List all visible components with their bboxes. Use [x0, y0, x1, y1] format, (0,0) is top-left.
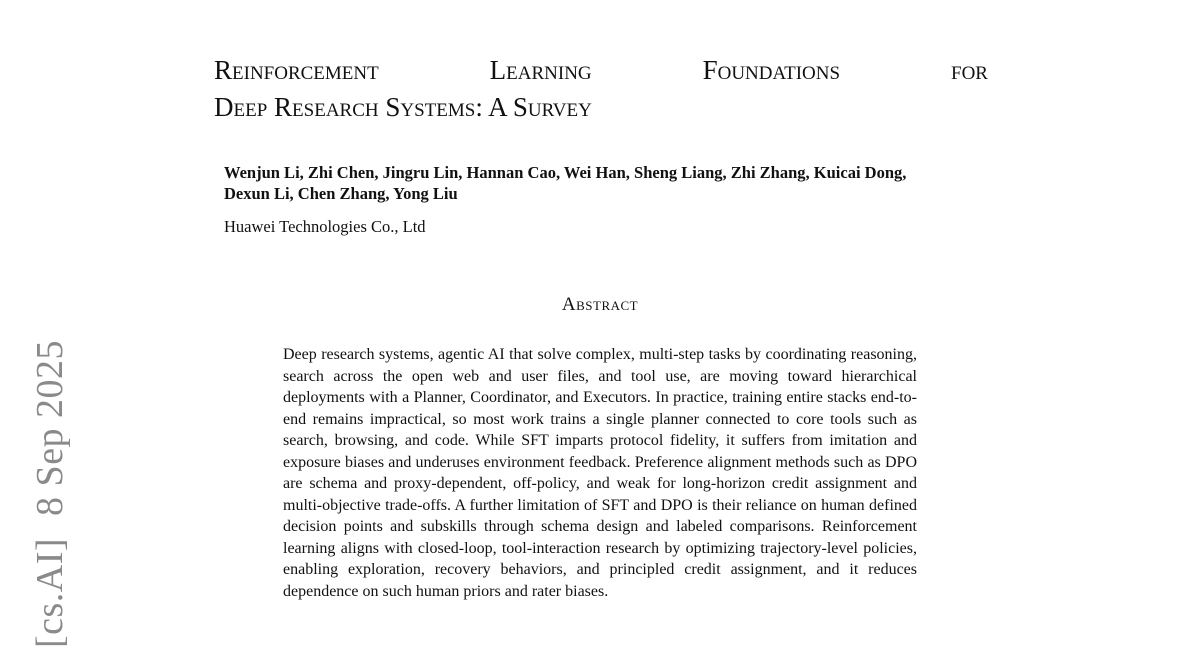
arxiv-date: 8 Sep 2025: [29, 339, 71, 516]
arxiv-stamp: [30, 340, 70, 648]
title-word: Reinforcement: [214, 55, 379, 85]
title-line-2: Deep Research Systems: A Survey: [214, 92, 592, 122]
author-list: Wenjun Li, Zhi Chen, Jingru Lin, Hannan Cao, Wei Han, Sheng Liang, Zhi Zhang, Kuicai Dong, Dexun Li, Chen Zhang, Yong Liu: [224, 163, 907, 203]
abstract-heading: Abstract: [561, 294, 639, 315]
title-word: Foundations: [702, 55, 841, 85]
title-line-1: [214, 52, 988, 89]
abstract-body: Deep research systems, agentic AI that solve complex, multi-step tasks by coordinating reasoning, search across the open web and user files, and tool use, are moving toward hierarchical deployments with a Planner, Coordinator, and Executors. In practice, training entire stacks end-to-end remains impractical, so most work trains a single planner connected to core tools such as search, browsing, and code. While SFT imparts protocol fidelity, it suffers from imitation and exposure biases and underuses environment feedback. Preference alignment methods such as DPO are schema and proxy-dependent, off-policy, and weak for long-horizon credit assignment and multi-objective trade-offs. A further limitation of SFT and DPO is their reliance on human defined decision points and subskills through schema design and labeled comparisons. Reinforcement learning aligns with closed-loop, tool-interaction research by optimizing trajectory-level policies, enabling exploration, recovery behaviors, and principled credit assignment, and it reduces dependence on such human priors and rater biases.: [283, 346, 917, 600]
title-word: Learning: [489, 55, 592, 85]
affiliation: Huawei Technologies Co., Ltd: [224, 217, 426, 236]
title-word: for: [951, 55, 988, 85]
arxiv-category: [cs.AI]: [29, 537, 71, 648]
paper-title: [214, 52, 988, 126]
